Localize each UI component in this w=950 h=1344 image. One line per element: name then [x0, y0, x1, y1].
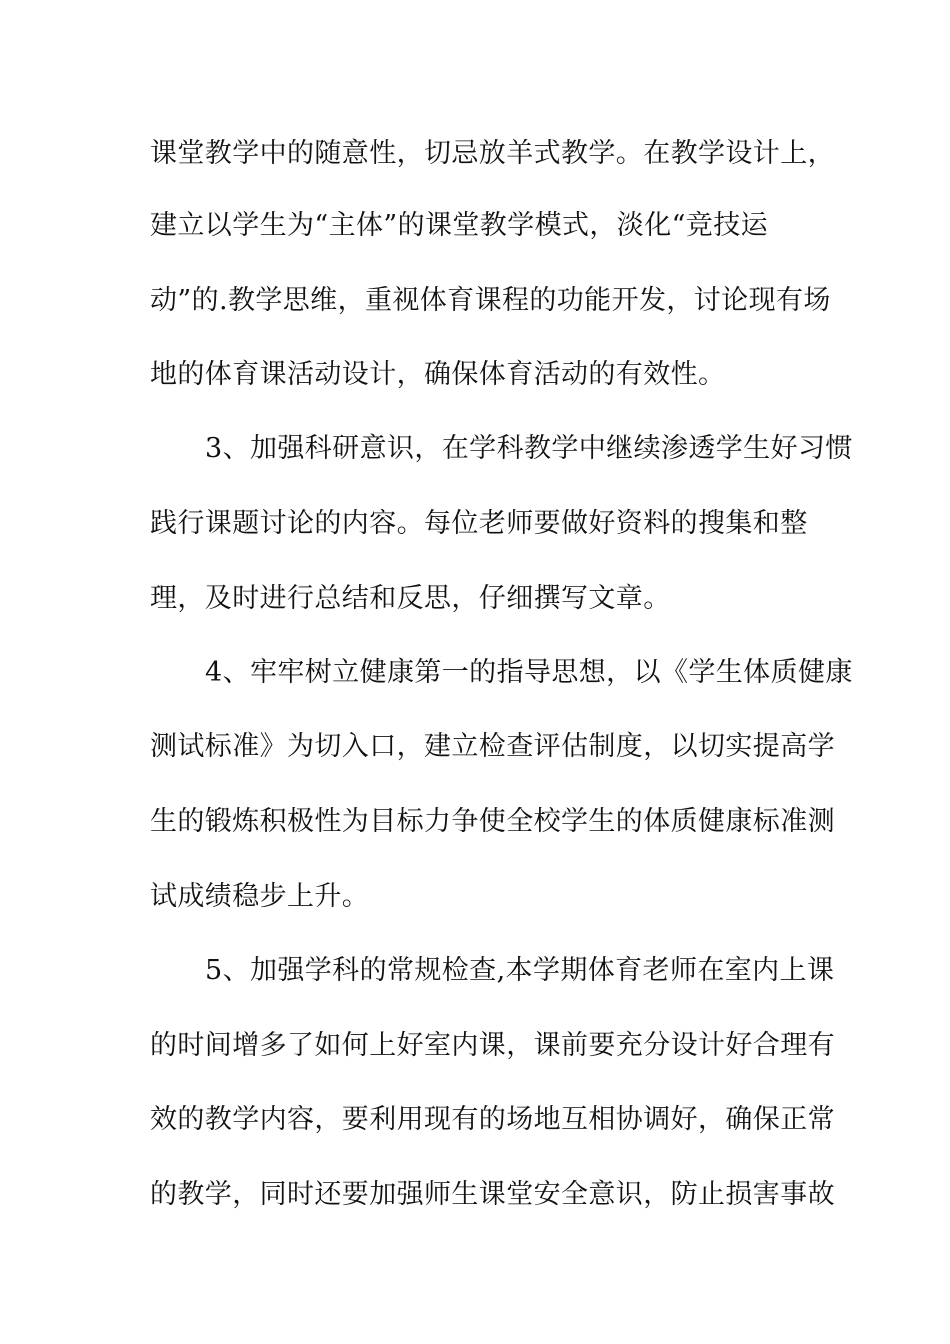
text-line: 试成绩稳步上升。 — [150, 881, 370, 912]
text-line: 测试标准》为切入口，建立检查评估制度，以切实提高学 — [150, 731, 835, 762]
text-line: 建立以学生为“主体”的课堂教学模式，淡化“竞技运 — [150, 210, 769, 241]
text-line: 践行课题讨论的内容。每位老师要做好资料的搜集和整 — [150, 508, 808, 539]
text-line: 课堂教学中的随意性，切忌放羊式教学。在教学设计上， — [150, 138, 835, 169]
text-line: 效的教学内容，要利用现有的场地互相协调好，确保正常 — [150, 1104, 835, 1135]
text-line: 理，及时进行总结和反思，仔细撰写文章。 — [150, 583, 671, 614]
text-line: 的教学，同时还要加强师生课堂安全意识，防止损害事故 — [150, 1179, 835, 1210]
paragraph-3-first-line: 3、加强科研意识，在学科教学中继续渗透学生好习惯 — [205, 433, 853, 464]
text-line: 的时间增多了如何上好室内课，课前要充分设计好合理有 — [150, 1030, 835, 1061]
paragraph-4-first-line: 4、牢牢树立健康第一的指导思想，以《学生体质健康 — [205, 657, 853, 688]
text-line: 地的体育课活动设计，确保体育活动的有效性。 — [150, 359, 726, 390]
text-line: 动”的.教学思维，重视体育课程的功能开发，讨论现有场 — [150, 285, 831, 316]
text-line: 生的锻炼积极性为目标力争使全校学生的体质健康标准测 — [150, 806, 835, 837]
paragraph-5-first-line: 5、加强学科的常规检查,本学期体育老师在室内上课 — [205, 955, 835, 986]
